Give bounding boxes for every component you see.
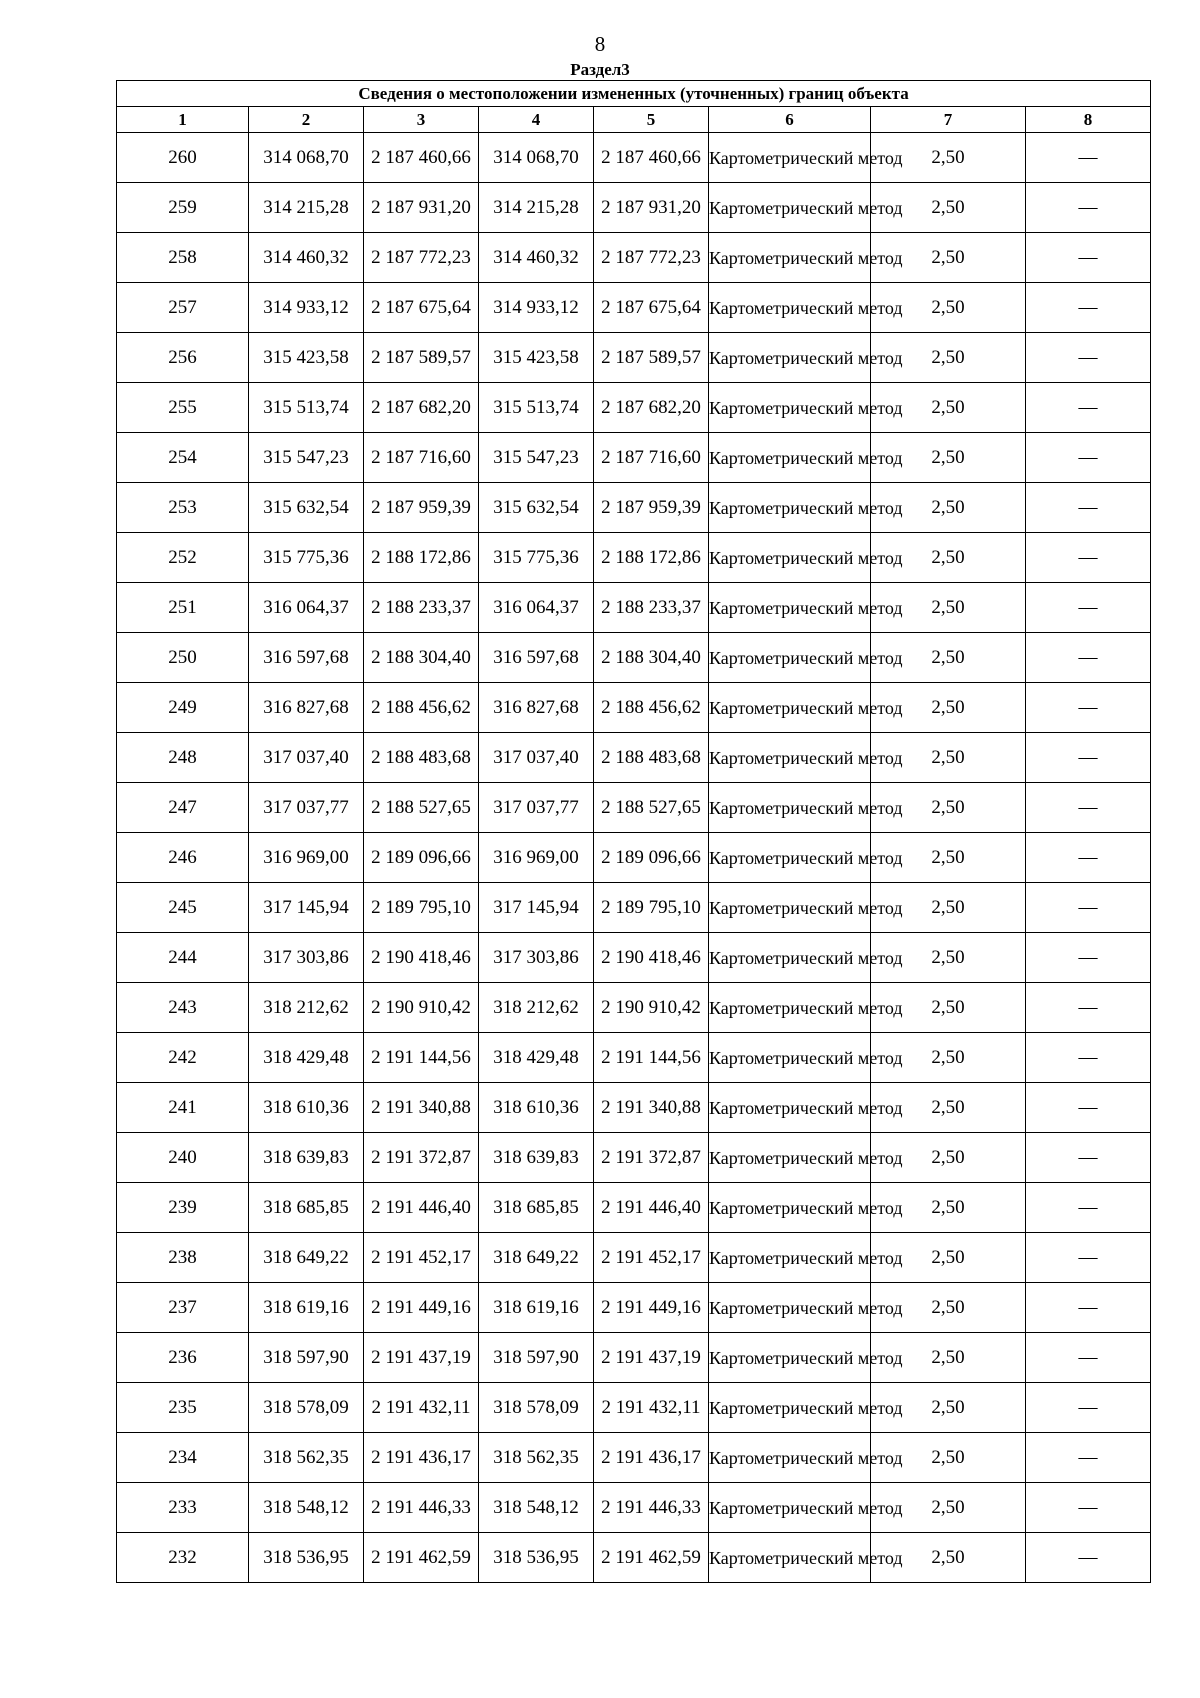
table-row: [117, 1433, 1151, 1483]
table-row: [117, 1033, 1151, 1083]
y-old-cell: 2 188 456,62: [364, 683, 479, 733]
table-row: [117, 683, 1151, 733]
description-cell: —: [1026, 733, 1151, 783]
method-cell: Картометрический метод: [709, 1483, 871, 1533]
point-number-cell: 246: [117, 833, 249, 883]
y-new-cell: 2 189 096,66: [594, 833, 709, 883]
accuracy-cell: 2,50: [871, 1083, 1026, 1133]
x-old-cell: 318 619,16: [249, 1283, 364, 1333]
point-number-cell: 253: [117, 483, 249, 533]
column-number: 7: [871, 107, 1026, 133]
y-new-cell: 2 191 437,19: [594, 1333, 709, 1383]
method-cell: Картометрический метод: [709, 1233, 871, 1283]
point-number-cell: 260: [117, 133, 249, 183]
x-new-cell: 318 429,48: [479, 1033, 594, 1083]
column-number: 1: [117, 107, 249, 133]
point-number-cell: 251: [117, 583, 249, 633]
accuracy-cell: 2,50: [871, 583, 1026, 633]
description-cell: —: [1026, 1383, 1151, 1433]
method-cell: Картометрический метод: [709, 1283, 871, 1333]
point-number-cell: 234: [117, 1433, 249, 1483]
y-new-cell: 2 189 795,10: [594, 883, 709, 933]
y-new-cell: 2 191 449,16: [594, 1283, 709, 1333]
y-new-cell: 2 187 772,23: [594, 233, 709, 283]
x-old-cell: 318 548,12: [249, 1483, 364, 1533]
y-old-cell: 2 188 172,86: [364, 533, 479, 583]
y-old-cell: 2 191 462,59: [364, 1533, 479, 1583]
accuracy-cell: 2,50: [871, 683, 1026, 733]
description-cell: —: [1026, 1183, 1151, 1233]
point-number-cell: 235: [117, 1383, 249, 1433]
point-number-cell: 252: [117, 533, 249, 583]
y-old-cell: 2 191 446,33: [364, 1483, 479, 1533]
accuracy-cell: 2,50: [871, 1433, 1026, 1483]
point-number-cell: 258: [117, 233, 249, 283]
description-cell: —: [1026, 483, 1151, 533]
y-old-cell: 2 191 372,87: [364, 1133, 479, 1183]
description-cell: —: [1026, 1133, 1151, 1183]
y-new-cell: 2 191 446,40: [594, 1183, 709, 1233]
y-old-cell: 2 188 527,65: [364, 783, 479, 833]
description-cell: —: [1026, 1233, 1151, 1283]
x-old-cell: 318 610,36: [249, 1083, 364, 1133]
table-row: [117, 1083, 1151, 1133]
y-new-cell: 2 191 452,17: [594, 1233, 709, 1283]
accuracy-cell: 2,50: [871, 933, 1026, 983]
table-row: [117, 1283, 1151, 1333]
table-row: [117, 283, 1151, 333]
y-new-cell: 2 187 959,39: [594, 483, 709, 533]
y-old-cell: 2 191 432,11: [364, 1383, 479, 1433]
x-new-cell: 315 547,23: [479, 433, 594, 483]
accuracy-cell: 2,50: [871, 483, 1026, 533]
x-old-cell: 314 933,12: [249, 283, 364, 333]
method-cell: Картометрический метод: [709, 483, 871, 533]
table-caption: Сведения о местоположении измененных (уточненных) границ объекта: [117, 81, 1151, 107]
method-cell: Картометрический метод: [709, 733, 871, 783]
accuracy-cell: 2,50: [871, 883, 1026, 933]
y-new-cell: 2 188 456,62: [594, 683, 709, 733]
point-number-cell: 238: [117, 1233, 249, 1283]
accuracy-cell: 2,50: [871, 533, 1026, 583]
x-old-cell: 314 068,70: [249, 133, 364, 183]
accuracy-cell: 2,50: [871, 1533, 1026, 1583]
accuracy-cell: 2,50: [871, 633, 1026, 683]
table-row: [117, 1233, 1151, 1283]
x-new-cell: 314 068,70: [479, 133, 594, 183]
x-new-cell: 318 685,85: [479, 1183, 594, 1233]
y-old-cell: 2 190 910,42: [364, 983, 479, 1033]
method-cell: Картометрический метод: [709, 233, 871, 283]
column-number: 3: [364, 107, 479, 133]
description-cell: —: [1026, 583, 1151, 633]
x-new-cell: 318 639,83: [479, 1133, 594, 1183]
point-number-cell: 232: [117, 1533, 249, 1583]
x-old-cell: 316 827,68: [249, 683, 364, 733]
x-old-cell: 315 632,54: [249, 483, 364, 533]
y-new-cell: 2 188 304,40: [594, 633, 709, 683]
method-cell: Картометрический метод: [709, 583, 871, 633]
x-new-cell: 315 775,36: [479, 533, 594, 583]
method-cell: Картометрический метод: [709, 1133, 871, 1183]
x-new-cell: 318 536,95: [479, 1533, 594, 1583]
y-old-cell: 2 187 716,60: [364, 433, 479, 483]
description-cell: —: [1026, 283, 1151, 333]
x-new-cell: 317 037,77: [479, 783, 594, 833]
x-old-cell: 315 547,23: [249, 433, 364, 483]
table-row: [117, 933, 1151, 983]
x-old-cell: 317 145,94: [249, 883, 364, 933]
y-old-cell: 2 188 483,68: [364, 733, 479, 783]
description-cell: —: [1026, 983, 1151, 1033]
method-cell: Картометрический метод: [709, 283, 871, 333]
y-old-cell: 2 191 340,88: [364, 1083, 479, 1133]
accuracy-cell: 2,50: [871, 1133, 1026, 1183]
description-cell: —: [1026, 1333, 1151, 1383]
point-number-cell: 245: [117, 883, 249, 933]
x-old-cell: 318 597,90: [249, 1333, 364, 1383]
point-number-cell: 243: [117, 983, 249, 1033]
y-new-cell: 2 191 144,56: [594, 1033, 709, 1083]
method-cell: Картометрический метод: [709, 383, 871, 433]
x-old-cell: 316 064,37: [249, 583, 364, 633]
x-old-cell: 318 649,22: [249, 1233, 364, 1283]
y-new-cell: 2 188 233,37: [594, 583, 709, 633]
description-cell: —: [1026, 683, 1151, 733]
accuracy-cell: 2,50: [871, 283, 1026, 333]
y-old-cell: 2 187 460,66: [364, 133, 479, 183]
accuracy-cell: 2,50: [871, 433, 1026, 483]
table-row: [117, 1133, 1151, 1183]
description-cell: —: [1026, 183, 1151, 233]
y-old-cell: 2 188 233,37: [364, 583, 479, 633]
accuracy-cell: 2,50: [871, 1483, 1026, 1533]
y-new-cell: 2 191 436,17: [594, 1433, 709, 1483]
method-cell: Картометрический метод: [709, 1033, 871, 1083]
table-row: [117, 733, 1151, 783]
column-number: 5: [594, 107, 709, 133]
point-number-cell: 236: [117, 1333, 249, 1383]
x-old-cell: 317 037,77: [249, 783, 364, 833]
y-old-cell: 2 189 096,66: [364, 833, 479, 883]
method-cell: Картометрический метод: [709, 683, 871, 733]
table-row: [117, 383, 1151, 433]
point-number-cell: 240: [117, 1133, 249, 1183]
y-new-cell: 2 187 716,60: [594, 433, 709, 483]
point-number-cell: 237: [117, 1283, 249, 1333]
x-new-cell: 317 145,94: [479, 883, 594, 933]
method-cell: Картометрический метод: [709, 633, 871, 683]
y-new-cell: 2 187 682,20: [594, 383, 709, 433]
y-new-cell: 2 188 483,68: [594, 733, 709, 783]
table-row: [117, 583, 1151, 633]
method-cell: Картометрический метод: [709, 1383, 871, 1433]
description-cell: —: [1026, 383, 1151, 433]
point-number-cell: 239: [117, 1183, 249, 1233]
x-new-cell: 317 303,86: [479, 933, 594, 983]
description-cell: —: [1026, 833, 1151, 883]
description-cell: —: [1026, 633, 1151, 683]
point-number-cell: 254: [117, 433, 249, 483]
table-row: [117, 183, 1151, 233]
table-row: [117, 833, 1151, 883]
accuracy-cell: 2,50: [871, 333, 1026, 383]
description-cell: —: [1026, 1483, 1151, 1533]
y-old-cell: 2 191 449,16: [364, 1283, 479, 1333]
table-body: [117, 133, 1151, 1583]
x-old-cell: 314 460,32: [249, 233, 364, 283]
y-new-cell: 2 190 418,46: [594, 933, 709, 983]
x-old-cell: 315 775,36: [249, 533, 364, 583]
x-old-cell: 318 562,35: [249, 1433, 364, 1483]
column-number: 6: [709, 107, 871, 133]
accuracy-cell: 2,50: [871, 383, 1026, 433]
description-cell: —: [1026, 1083, 1151, 1133]
y-old-cell: 2 191 452,17: [364, 1233, 479, 1283]
x-new-cell: 318 619,16: [479, 1283, 594, 1333]
description-cell: —: [1026, 233, 1151, 283]
column-number-row: [117, 107, 1151, 133]
table-row: [117, 1183, 1151, 1233]
description-cell: —: [1026, 1283, 1151, 1333]
y-new-cell: 2 187 931,20: [594, 183, 709, 233]
x-new-cell: 315 513,74: [479, 383, 594, 433]
method-cell: Картометрический метод: [709, 933, 871, 983]
table-row: [117, 483, 1151, 533]
description-cell: —: [1026, 533, 1151, 583]
y-new-cell: 2 191 446,33: [594, 1483, 709, 1533]
x-new-cell: 316 597,68: [479, 633, 594, 683]
x-old-cell: 317 037,40: [249, 733, 364, 783]
point-number-cell: 256: [117, 333, 249, 383]
y-new-cell: 2 191 340,88: [594, 1083, 709, 1133]
accuracy-cell: 2,50: [871, 233, 1026, 283]
x-old-cell: 316 597,68: [249, 633, 364, 683]
table-row: [117, 633, 1151, 683]
x-old-cell: 318 212,62: [249, 983, 364, 1033]
method-cell: Картометрический метод: [709, 1533, 871, 1583]
x-old-cell: 314 215,28: [249, 183, 364, 233]
y-new-cell: 2 191 372,87: [594, 1133, 709, 1183]
column-number: 8: [1026, 107, 1151, 133]
point-number-cell: 259: [117, 183, 249, 233]
accuracy-cell: 2,50: [871, 1383, 1026, 1433]
y-new-cell: 2 190 910,42: [594, 983, 709, 1033]
y-old-cell: 2 187 682,20: [364, 383, 479, 433]
y-new-cell: 2 187 675,64: [594, 283, 709, 333]
point-number-cell: 257: [117, 283, 249, 333]
coordinates-table: [116, 80, 1151, 1583]
y-old-cell: 2 187 675,64: [364, 283, 479, 333]
method-cell: Картометрический метод: [709, 833, 871, 883]
accuracy-cell: 2,50: [871, 183, 1026, 233]
point-number-cell: 247: [117, 783, 249, 833]
point-number-cell: 248: [117, 733, 249, 783]
accuracy-cell: 2,50: [871, 783, 1026, 833]
y-old-cell: 2 190 418,46: [364, 933, 479, 983]
accuracy-cell: 2,50: [871, 983, 1026, 1033]
x-old-cell: 318 685,85: [249, 1183, 364, 1233]
table-row: [117, 133, 1151, 183]
method-cell: Картометрический метод: [709, 333, 871, 383]
description-cell: —: [1026, 1033, 1151, 1083]
table-row: [117, 1533, 1151, 1583]
accuracy-cell: 2,50: [871, 1033, 1026, 1083]
x-new-cell: 316 827,68: [479, 683, 594, 733]
y-old-cell: 2 191 144,56: [364, 1033, 479, 1083]
table-row: [117, 783, 1151, 833]
y-new-cell: 2 188 527,65: [594, 783, 709, 833]
table-row: [117, 1383, 1151, 1433]
column-number: 4: [479, 107, 594, 133]
x-old-cell: 315 423,58: [249, 333, 364, 383]
x-new-cell: 318 562,35: [479, 1433, 594, 1483]
x-new-cell: 318 578,09: [479, 1383, 594, 1433]
y-old-cell: 2 191 437,19: [364, 1333, 479, 1383]
accuracy-cell: 2,50: [871, 1183, 1026, 1233]
table-row: [117, 1483, 1151, 1533]
y-old-cell: 2 187 772,23: [364, 233, 479, 283]
x-old-cell: 315 513,74: [249, 383, 364, 433]
x-old-cell: 318 536,95: [249, 1533, 364, 1583]
y-old-cell: 2 187 959,39: [364, 483, 479, 533]
description-cell: —: [1026, 333, 1151, 383]
table-row: [117, 233, 1151, 283]
y-new-cell: 2 187 589,57: [594, 333, 709, 383]
x-new-cell: 317 037,40: [479, 733, 594, 783]
method-cell: Картометрический метод: [709, 883, 871, 933]
method-cell: Картометрический метод: [709, 133, 871, 183]
y-old-cell: 2 189 795,10: [364, 883, 479, 933]
x-new-cell: 316 064,37: [479, 583, 594, 633]
y-old-cell: 2 191 436,17: [364, 1433, 479, 1483]
section-title: Раздел3: [570, 60, 630, 79]
method-cell: Картометрический метод: [709, 783, 871, 833]
x-old-cell: 318 578,09: [249, 1383, 364, 1433]
page-number: 8: [594, 32, 606, 56]
table-row: [117, 333, 1151, 383]
table-row: [117, 883, 1151, 933]
x-new-cell: 316 969,00: [479, 833, 594, 883]
x-new-cell: 318 212,62: [479, 983, 594, 1033]
x-new-cell: 314 215,28: [479, 183, 594, 233]
description-cell: —: [1026, 933, 1151, 983]
method-cell: Картометрический метод: [709, 1333, 871, 1383]
x-new-cell: 318 610,36: [479, 1083, 594, 1133]
point-number-cell: 233: [117, 1483, 249, 1533]
method-cell: Картометрический метод: [709, 1183, 871, 1233]
method-cell: Картометрический метод: [709, 1433, 871, 1483]
x-new-cell: 315 632,54: [479, 483, 594, 533]
accuracy-cell: 2,50: [871, 133, 1026, 183]
x-old-cell: 318 639,83: [249, 1133, 364, 1183]
y-new-cell: 2 188 172,86: [594, 533, 709, 583]
accuracy-cell: 2,50: [871, 1283, 1026, 1333]
point-number-cell: 255: [117, 383, 249, 433]
y-old-cell: 2 191 446,40: [364, 1183, 479, 1233]
y-new-cell: 2 191 432,11: [594, 1383, 709, 1433]
point-number-cell: 244: [117, 933, 249, 983]
point-number-cell: 242: [117, 1033, 249, 1083]
method-cell: Картометрический метод: [709, 183, 871, 233]
y-new-cell: 2 191 462,59: [594, 1533, 709, 1583]
description-cell: —: [1026, 883, 1151, 933]
point-number-cell: 249: [117, 683, 249, 733]
table-row: [117, 1333, 1151, 1383]
column-number: 2: [249, 107, 364, 133]
description-cell: —: [1026, 133, 1151, 183]
accuracy-cell: 2,50: [871, 833, 1026, 883]
x-new-cell: 314 933,12: [479, 283, 594, 333]
y-old-cell: 2 187 589,57: [364, 333, 479, 383]
method-cell: Картометрический метод: [709, 533, 871, 583]
table-row: [117, 433, 1151, 483]
method-cell: Картометрический метод: [709, 1083, 871, 1133]
method-cell: Картометрический метод: [709, 983, 871, 1033]
accuracy-cell: 2,50: [871, 1333, 1026, 1383]
y-old-cell: 2 187 931,20: [364, 183, 479, 233]
point-number-cell: 250: [117, 633, 249, 683]
x-new-cell: 318 597,90: [479, 1333, 594, 1383]
description-cell: —: [1026, 783, 1151, 833]
x-old-cell: 317 303,86: [249, 933, 364, 983]
description-cell: —: [1026, 1533, 1151, 1583]
y-new-cell: 2 187 460,66: [594, 133, 709, 183]
point-number-cell: 241: [117, 1083, 249, 1133]
x-old-cell: 316 969,00: [249, 833, 364, 883]
y-old-cell: 2 188 304,40: [364, 633, 479, 683]
accuracy-cell: 2,50: [871, 1233, 1026, 1283]
x-new-cell: 315 423,58: [479, 333, 594, 383]
description-cell: —: [1026, 1433, 1151, 1483]
table-row: [117, 983, 1151, 1033]
x-old-cell: 318 429,48: [249, 1033, 364, 1083]
x-new-cell: 318 548,12: [479, 1483, 594, 1533]
table-row: [117, 533, 1151, 583]
description-cell: —: [1026, 433, 1151, 483]
accuracy-cell: 2,50: [871, 733, 1026, 783]
x-new-cell: 314 460,32: [479, 233, 594, 283]
method-cell: Картометрический метод: [709, 433, 871, 483]
x-new-cell: 318 649,22: [479, 1233, 594, 1283]
